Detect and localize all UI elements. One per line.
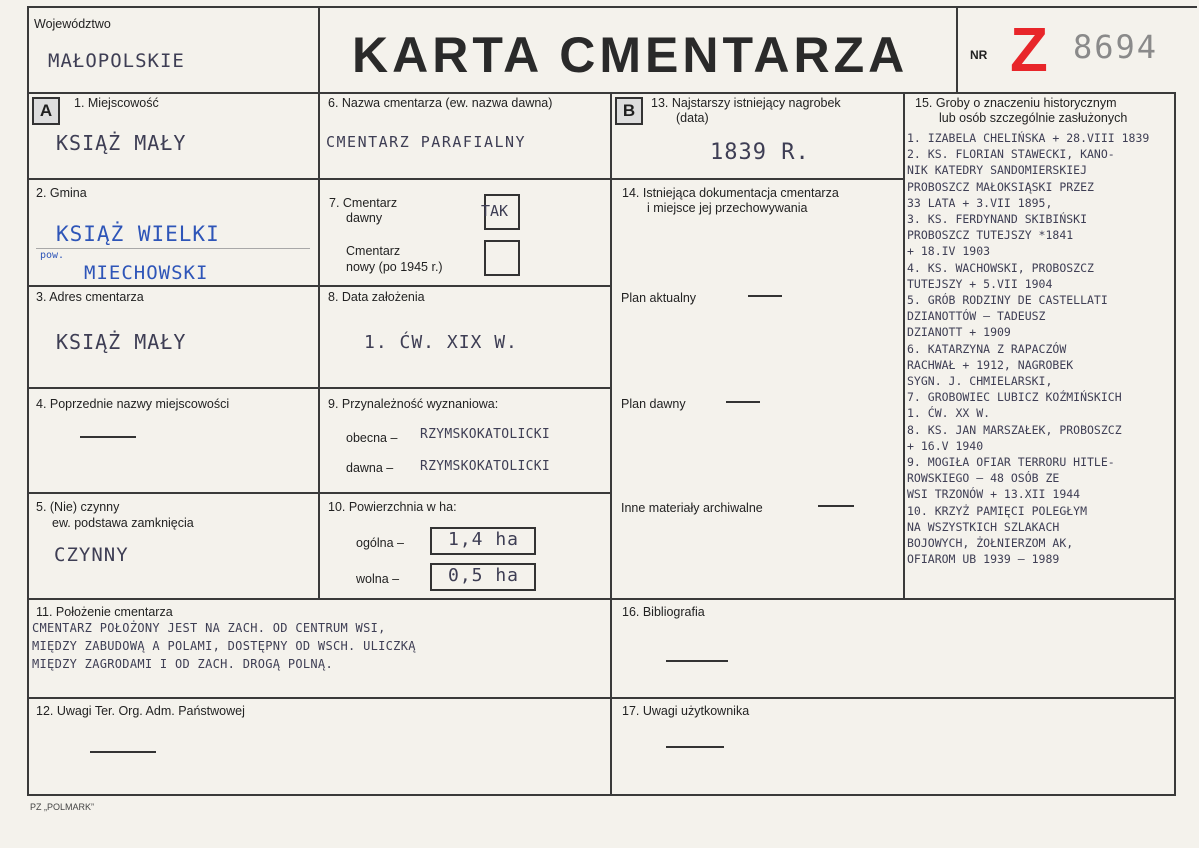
f15-line: 33 LATA + 3.VII 1895, bbox=[907, 195, 1053, 210]
nr-number: 8694 bbox=[1073, 28, 1159, 66]
frame-right bbox=[1174, 92, 1176, 796]
f11-line-1: CMENTARZ POŁOŻONY JEST NA ZACH. OD CENTRUM WSI, bbox=[32, 621, 386, 635]
f8-value: 1. ĆW. XIX W. bbox=[364, 332, 518, 353]
row-line-b bbox=[610, 178, 905, 180]
f13-label-line1: 13. Najstarszy istniejący nagrobek bbox=[651, 96, 841, 110]
f6-value: CMENTARZ PARAFIALNY bbox=[326, 133, 527, 151]
printer-imprint: PZ „POLMARK” bbox=[30, 802, 95, 812]
f2-note-label: pow. bbox=[40, 250, 65, 261]
col-divider-3 bbox=[903, 92, 905, 598]
f15-line: 10. KRZYŻ PAMIĘCI POLEGŁYM bbox=[907, 503, 1088, 518]
header-separator bbox=[27, 92, 1176, 94]
f15-line: 5. GRÓB RODZINY DE CASTELLATI bbox=[907, 293, 1108, 307]
f16-empty-dash bbox=[666, 660, 728, 662]
f15-line: 6. KATARZYNA Z RAPACZÓW bbox=[907, 341, 1067, 356]
f3-label: 3. Adres cmentarza bbox=[36, 290, 144, 304]
f15-line: + 16.V 1940 bbox=[907, 438, 984, 453]
f4-empty-dash bbox=[80, 436, 136, 438]
page-title: KARTA CMENTARZA bbox=[352, 27, 909, 83]
f15-line: 9. MOGIŁA OFIAR TERRORU HITLE- bbox=[907, 455, 1115, 469]
frame-top bbox=[27, 6, 1197, 8]
col-divider-2 bbox=[610, 92, 612, 796]
f13-label-line2: (data) bbox=[676, 111, 709, 125]
row-line-6 bbox=[27, 697, 1176, 699]
f2-value: KSIĄŻ WIELKI bbox=[56, 222, 220, 246]
f1-label: 1. Miejscowość bbox=[74, 96, 159, 110]
f10-total-value: 1,4 ha bbox=[448, 529, 520, 550]
f2-note-value: MIECHOWSKI bbox=[84, 262, 209, 284]
frame-left bbox=[27, 6, 29, 796]
f3-value: KSIĄŻ MAŁY bbox=[56, 330, 187, 354]
f14-other-dash bbox=[818, 505, 854, 507]
row-line-3 bbox=[27, 387, 612, 389]
voivodeship-value: MAŁOPOLSKIE bbox=[48, 50, 185, 72]
f9-current-label: obecna – bbox=[346, 431, 398, 445]
f14-plan-current-dash bbox=[748, 295, 782, 297]
f10-total-label: ogólna – bbox=[356, 536, 404, 550]
f5-label-line2: ew. podstawa zamknięcia bbox=[52, 516, 194, 530]
f16-label: 16. Bibliografia bbox=[622, 605, 705, 619]
f4-label: 4. Poprzednie nazwy miejscowości bbox=[36, 397, 230, 411]
f14-plan-old: Plan dawny bbox=[621, 397, 686, 411]
f15-line: PROBOSZCZ MAŁOKSIĄSKI PRZEZ bbox=[907, 179, 1094, 194]
f7-label2-line2: nowy (po 1945 r.) bbox=[346, 260, 443, 274]
f15-line: 1. ĆW. XX W. bbox=[907, 406, 991, 421]
f9-former-label: dawna – bbox=[346, 461, 394, 475]
nr-label: NR bbox=[970, 48, 988, 62]
f7-label-line2: dawny bbox=[346, 211, 383, 225]
nr-divider bbox=[956, 6, 958, 92]
f15-line: RACHWAŁ + 1912, NAGROBEK bbox=[907, 357, 1074, 372]
f8-label: 8. Data założenia bbox=[328, 290, 425, 304]
section-b-letter: B bbox=[615, 97, 643, 125]
f14-plan-current: Plan aktualny bbox=[621, 291, 697, 305]
f2-underline bbox=[36, 248, 310, 249]
f7-label-line1: 7. Cmentarz bbox=[329, 196, 398, 210]
row-line-1 bbox=[27, 178, 612, 180]
row-line-5 bbox=[27, 598, 1176, 600]
f15-line: TUTEJSZY + 5.VII 1904 bbox=[907, 276, 1053, 291]
f10-free-value: 0,5 ha bbox=[448, 565, 520, 586]
f15-line: DZIANOTTÓW – TADEUSZ bbox=[907, 309, 1046, 324]
f15-line: DZIANOTT + 1909 bbox=[907, 325, 1011, 340]
f15-label-line2: lub osób szczególnie zasłużonych bbox=[939, 111, 1128, 125]
f7-label2-line1: Cmentarz bbox=[346, 244, 401, 258]
f9-current-value: RZYMSKOKATOLICKI bbox=[420, 427, 551, 442]
f14-label-line1: 14. Istniejąca dokumentacja cmentarza bbox=[622, 186, 839, 200]
f7-new-checkbox[interactable] bbox=[484, 240, 520, 276]
f14-plan-old-dash bbox=[726, 401, 760, 403]
row-line-4 bbox=[27, 492, 612, 494]
f6-label: 6. Nazwa cmentarza (ew. nazwa dawna) bbox=[328, 96, 553, 110]
f5-label-line1: 5. (Nie) czynny bbox=[36, 500, 120, 514]
f9-former-value: RZYMSKOKATOLICKI bbox=[420, 459, 551, 474]
f15-line: WSI TRZONÓW + 13.XII 1944 bbox=[907, 487, 1081, 502]
f15-line: NA WSZYSTKICH SZLAKACH bbox=[907, 519, 1060, 534]
f14-other: Inne materiały archiwalne bbox=[621, 501, 763, 515]
f15-line: ROWSKIEGO – 48 OSÓB ZE bbox=[907, 471, 1060, 486]
voivodeship-label: Województwo bbox=[34, 17, 111, 31]
f15-line: 7. GROBOWIEC LUBICZ KOŹMIŃSKICH bbox=[907, 390, 1122, 405]
f11-label: 11. Położenie cmentarza bbox=[36, 605, 173, 619]
f11-line-3: MIĘDZY ZAGRODAMI I OD ZACH. DROGĄ POLNĄ. bbox=[32, 657, 333, 671]
row-line-2 bbox=[27, 285, 612, 287]
f14-label-line2: i miejsce jej przechowywania bbox=[647, 201, 808, 215]
f13-value: 1839 R. bbox=[710, 140, 810, 165]
f15-line: 3. KS. FERDYNAND SKIBIŃSKI bbox=[907, 212, 1088, 226]
f15-line: SYGN. J. CHMIELARSKI, bbox=[907, 374, 1053, 388]
col-divider-1 bbox=[318, 6, 320, 598]
f15-line: 8. KS. JAN MARSZAŁEK, PROBOSZCZ bbox=[907, 422, 1122, 437]
f12-label: 12. Uwagi Ter. Org. Adm. Państwowej bbox=[36, 704, 245, 718]
f9-label: 9. Przynależność wyznaniowa: bbox=[328, 397, 499, 411]
f15-line: OFIAROM UB 1939 – 1989 bbox=[907, 552, 1060, 567]
f15-line: 2. KS. FLORIAN STAWECKI, KANO- bbox=[907, 147, 1115, 162]
f15-line: + 18.IV 1903 bbox=[907, 244, 991, 259]
frame-bottom bbox=[27, 794, 1176, 796]
f11-line-2: MIĘDZY ZABUDOWĄ A POLAMI, DOSTĘPNY OD WSCH. ULICZKĄ bbox=[32, 639, 416, 653]
f15-line: 4. KS. WACHOWSKI, PROBOSZCZ bbox=[907, 260, 1094, 275]
nr-letter: Z bbox=[1010, 16, 1048, 85]
f2-label: 2. Gmina bbox=[36, 186, 87, 200]
f15-line: NIK KATEDRY SANDOMIERSKIEJ bbox=[907, 163, 1088, 178]
f17-label: 17. Uwagi użytkownika bbox=[622, 704, 750, 718]
f5-value: CZYNNY bbox=[54, 544, 129, 566]
section-a-letter: A bbox=[32, 97, 60, 125]
f17-empty-dash bbox=[666, 746, 724, 748]
f15-label-line1: 15. Groby o znaczeniu historycznym bbox=[915, 96, 1117, 110]
f1-value: KSIĄŻ MAŁY bbox=[56, 131, 187, 155]
f15-line: PROBOSZCZ TUTEJSZY *1841 bbox=[907, 228, 1074, 243]
f10-label: 10. Powierzchnia w ha: bbox=[328, 500, 457, 514]
f12-empty-dash bbox=[90, 751, 156, 753]
f10-free-label: wolna – bbox=[356, 572, 400, 586]
f15-line: BOJOWYCH, ŻOŁNIERZOM AK, bbox=[907, 536, 1074, 550]
f7-check-value: TAK bbox=[481, 202, 509, 220]
f15-line: 1. IZABELA CHELIŃSKA + 28.VIII 1839 bbox=[907, 131, 1150, 145]
